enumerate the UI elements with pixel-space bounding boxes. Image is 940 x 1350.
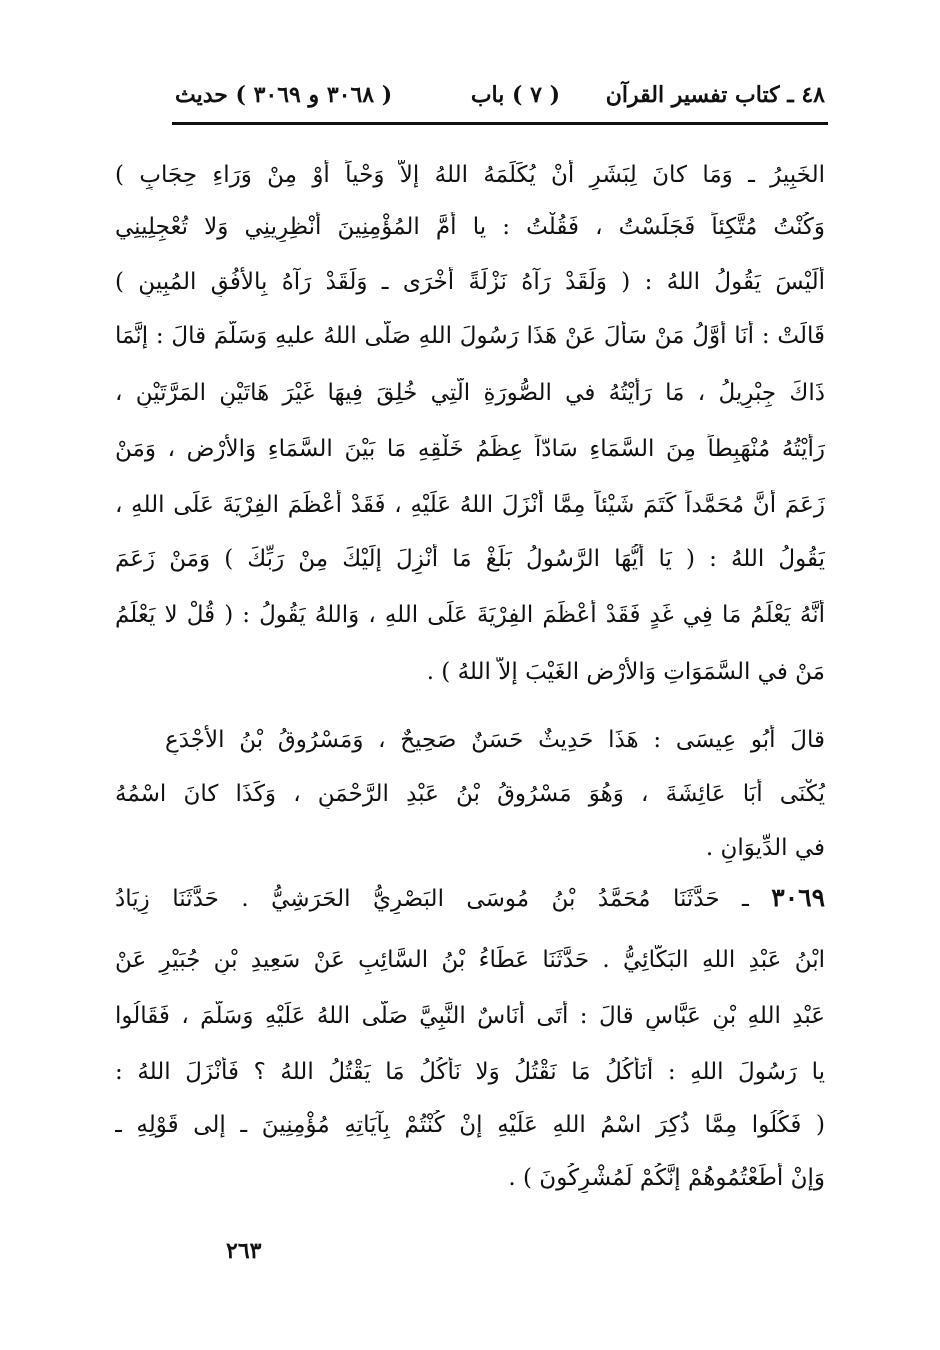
text-line: قالَ أبُو عِيسَى : هَذَا حَدِيثٌ حَسَنٌ صَحِيحٌ ، وَمَسْرُوقُ بْنُ الأجْدَعِ (165, 727, 825, 753)
running-header (175, 78, 825, 118)
book-title: ٤٨ ـ كتاب تفسير القرآن (605, 82, 825, 108)
text-line: ألَيْسَ يَقُولُ اللهُ : ( وَلَقَدْ رَآهُ نَزْلَةً أُخْرَى ـ وَلَقَدْ رَآهُ بِالأُفُقِ المُبِينِ ) (115, 269, 825, 295)
text-line: رَأَيْتُهُ مُنْهَبِطاً مِنَ السَّمَاءِ سَادّاً عِظَمُ خَلْقِهِ مَا بَيْنَ السَّمَاءِ وَالأرْضِ ، وَمَنْ (115, 436, 825, 462)
chapter-label: ( ٧ ) باب (470, 82, 560, 108)
text-line: يُكْنَى أبَا عَائِشَةَ ، وَهُوَ مَسْرُوقُ بْنُ عَبْدِ الرَّحْمَنِ ، وَكَذَا كانَ اسْمُهُ (115, 781, 825, 807)
text-line: ذَاكَ جِبْرِيلُ ، مَا رَأَيْتُهُ في الصُّورَةِ الَّتِي خُلِقَ فِيهَا غَيْرَ هَاتَيْنِ المَرَّتَيْنِ ، (115, 380, 825, 406)
hadith-first-line (115, 883, 825, 914)
text-line: ( فَكُلُوا مِمَّا ذُكِرَ اسْمُ اللهِ عَلَيْهِ إنْ كُنْتُمْ بِآيَاتِهِ مُؤْمِنِينَ ـ إلى قَوْلِهِ ـ (115, 1112, 825, 1138)
text-line: ابْنُ عَبْدِ اللهِ البَكَّائِيُّ . حَدَّثَنَا عَطَاءُ بْنُ السَّائِبِ عَنْ سَعِيدِ بْنِ جُبَيْرٍ عَنْ (115, 947, 825, 973)
hadith-number: ٣٠٦٩ (771, 883, 825, 912)
header-rule (172, 122, 828, 125)
text-line: ـ حَدَّثَنَا مُحَمَّدُ بْنُ مُوسَى البَصْرِيُّ الحَرَشِيُّ . حَدَّثَنَا زِيَادُ (115, 886, 749, 912)
hadith-range: ( ٣٠٦٨ و ٣٠٦٩ ) حديث (175, 82, 393, 108)
text-line: مَنْ في السَّمَوَاتِ وَالأرْضِ الغَيْبَ إلاَّ اللهُ ) . (426, 659, 825, 685)
text-line: أنَّهُ يَعْلَمُ مَا فِي غَدٍ فَقَدْ أعْظَمَ الفِرْيَةَ عَلَى اللهِ ، وَاللهُ يَقُولُ : ( قُلْ لا يَعْلَمُ (115, 602, 825, 628)
text-line: الخَبِيرُ ـ وَمَا كانَ لِبَشَرٍ أنْ يُكَلِّمَهُ اللهُ إلاَّ وَحْياً أوْ مِنْ وَرَاءِ حِجَابٍ ) (115, 162, 825, 188)
page-number: ٢٦٣ (226, 1238, 262, 1264)
text-line: وَكُنْتُ مُتَّكِئاً فَجَلَسْتُ ، فَقُلْتُ : يا أُمَّ المُؤْمِنِينَ أنْظِرِينِي وَلا تُعْجِلِينِي (115, 214, 825, 240)
text-line: في الدِّيوَانِ . (705, 835, 825, 861)
text-line: زَعَمَ أنَّ مُحَمَّداً كَتَمَ شَيْئاً مِمَّا أنْزَلَ اللهُ عَلَيْهِ ، فَقَدْ أعْظَمَ الفِرْيَةَ عَلَى اللهِ ، (115, 492, 825, 518)
text-line: قَالَتْ : أنَا أوَّلُ مَنْ سَأَلَ عَنْ هَذَا رَسُولَ اللهِ صَلَّى اللهُ عليهِ وَسَلَّمَ قالَ : إنَّمَا (115, 323, 825, 349)
text-line: يا رَسُولَ اللهِ : أنَأْكُلُ مَا نَقْتُلُ وَلا نَأْكُلُ مَا يَقْتُلُ اللهُ ؟ فَأنْزَلَ اللهُ : (115, 1059, 825, 1085)
text-line: وَإنْ أطَعْتُمُوهُمْ إنَّكُمْ لَمُشْرِكُونَ ) . (508, 1165, 825, 1191)
text-line: يَقُولُ اللهُ : ( يَا أيُّهَا الرَّسُولُ بَلِّغْ مَا أُنْزِلَ إلَيْكَ مِنْ رَبِّكَ ) وَمَنْ زَعَمَ (115, 546, 825, 572)
text-line: عَبْدِ اللهِ بْنِ عَبَّاسٍ قالَ : أتَى أُنَاسٌ النَّبِيَّ صَلَّى اللهُ عَلَيْهِ وَسَلَّمَ ، فَقَالُوا (115, 1003, 825, 1029)
